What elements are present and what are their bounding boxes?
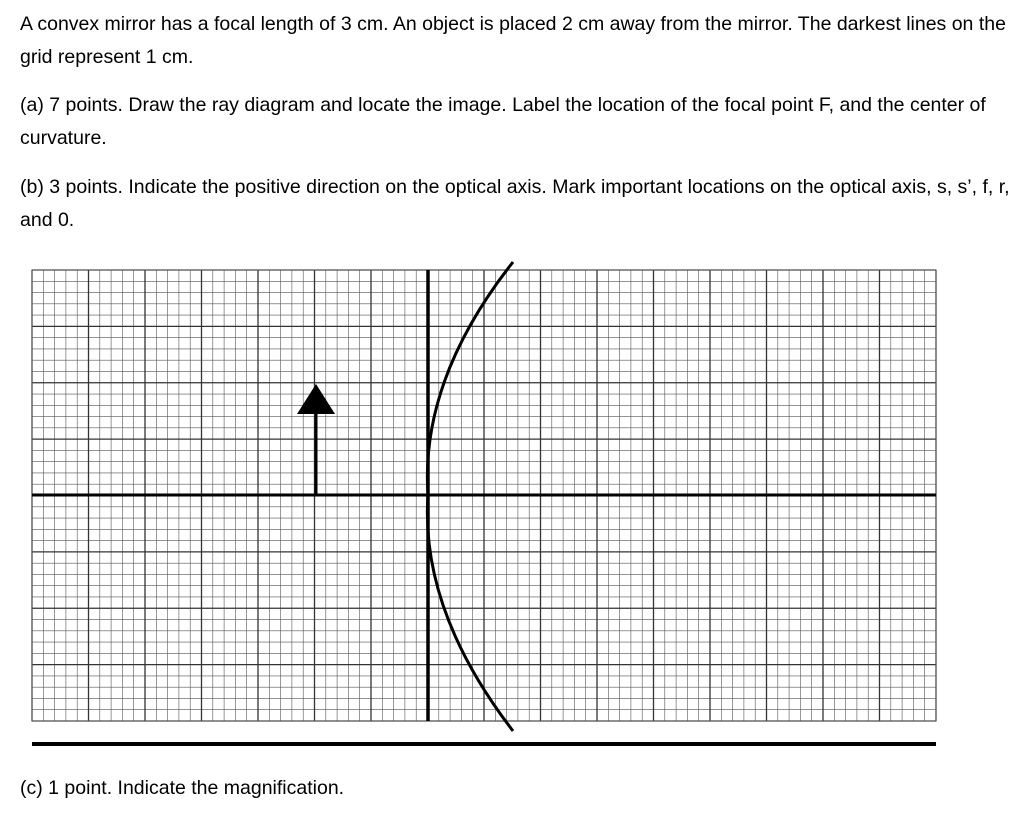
part-a-instructions: (a) 7 points. Draw the ray diagram and locate the image. Label the location of the focal point F, and the center of curvature. [20,94,986,149]
problem-intro: A convex mirror has a focal length of 3 cm. An object is placed 2 cm away from the mirror. The darkest lines on the grid represent 1 cm. [20,13,1006,68]
part-b-instructions: (b) 3 points. Indicate the positive direction on the optical axis. Mark important locations on the optical axis, s, s’, f, r, and 0. [20,176,1010,231]
object-arrow-head [297,384,335,414]
part-c-instructions: (c) 1 point. Indicate the magnification. [20,777,345,799]
